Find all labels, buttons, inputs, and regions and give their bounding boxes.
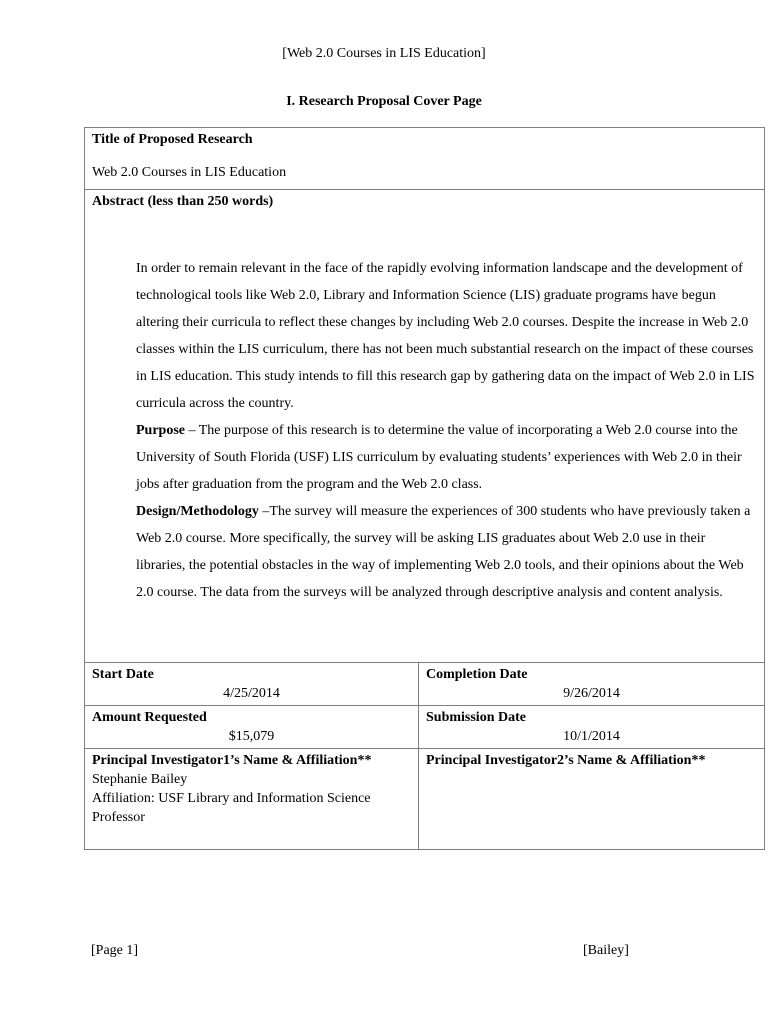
abstract-label: Abstract (less than 250 words) [92, 194, 274, 209]
page-title: I. Research Proposal Cover Page [286, 94, 482, 109]
purpose-label: Purpose [136, 423, 185, 438]
abstract-purpose [136, 417, 757, 498]
abstract-cell [85, 190, 765, 663]
completion-date-label: Completion Date [426, 667, 528, 682]
title-value: Web 2.0 Courses in LIS Education [92, 165, 287, 180]
running-header: [Web 2.0 Courses in LIS Education] [282, 46, 486, 61]
abstract-design [136, 498, 757, 606]
submission-date-label: Submission Date [426, 710, 526, 725]
amount-requested-label: Amount Requested [92, 710, 207, 725]
abstract-body [136, 255, 757, 606]
footer-author: [Bailey] [583, 943, 629, 958]
title-label: Title of Proposed Research [92, 132, 253, 147]
purpose-text: – The purpose of this research is to determine the value of incorporating a Web 2.0 course into the University of South Florida (USF) LIS curriculum by evaluating students’ experiences with Web 2.0 in their jobs after graduation from the program and the Web 2.0 class. [136, 423, 742, 492]
abstract-intro: In order to remain relevant in the face of the rapidly evolving information landscape and the development of technological tools like Web 2.0, Library and Information Science (LIS) graduate programs have begun altering their curricula to reflect these changes by including Web 2.0 courses. Despite the increase in Web 2.0 classes within the LIS curriculum, there has not been much substantial research on the impact of these courses in LIS education. This study intends to fill this research gap by gathering data on the impact of Web 2.0 in LIS curricula across the country. [136, 261, 755, 411]
pi2-cell [419, 749, 765, 850]
design-text: –The survey will measure the experiences of 300 students who have previously taken a Web 2.0 course. More specifically, the survey will be asking LIS graduates about Web 2.0 use in their libraries, the potential obstacles in the way of implementing Web 2.0 tools, and their opinions about the Web 2.0 course. The data from the surveys will be analyzed through descriptive analysis and content analysis. [136, 504, 751, 600]
start-date-value: 4/25/2014 [223, 686, 280, 701]
completion-date-cell [419, 663, 765, 706]
submission-date-value: 10/1/2014 [563, 729, 620, 744]
pi1-cell [85, 749, 419, 850]
pi2-label: Principal Investigator2’s Name & Affiliation** [426, 753, 706, 768]
cover-page-table [84, 127, 765, 850]
pi1-label: Principal Investigator1’s Name & Affiliation** [92, 753, 372, 768]
design-label: Design/Methodology [136, 504, 259, 519]
pi1-affiliation: Affiliation: USF Library and Information Science Professor [92, 791, 371, 825]
pi1-name: Stephanie Bailey [92, 772, 188, 787]
amount-requested-cell [85, 706, 419, 749]
start-date-label: Start Date [92, 667, 154, 682]
amount-requested-value: $15,079 [228, 729, 275, 744]
footer-page-number: [Page 1] [91, 943, 139, 958]
title-cell [85, 128, 765, 190]
submission-date-cell [419, 706, 765, 749]
completion-date-value: 9/26/2014 [563, 686, 620, 701]
start-date-cell [85, 663, 419, 706]
